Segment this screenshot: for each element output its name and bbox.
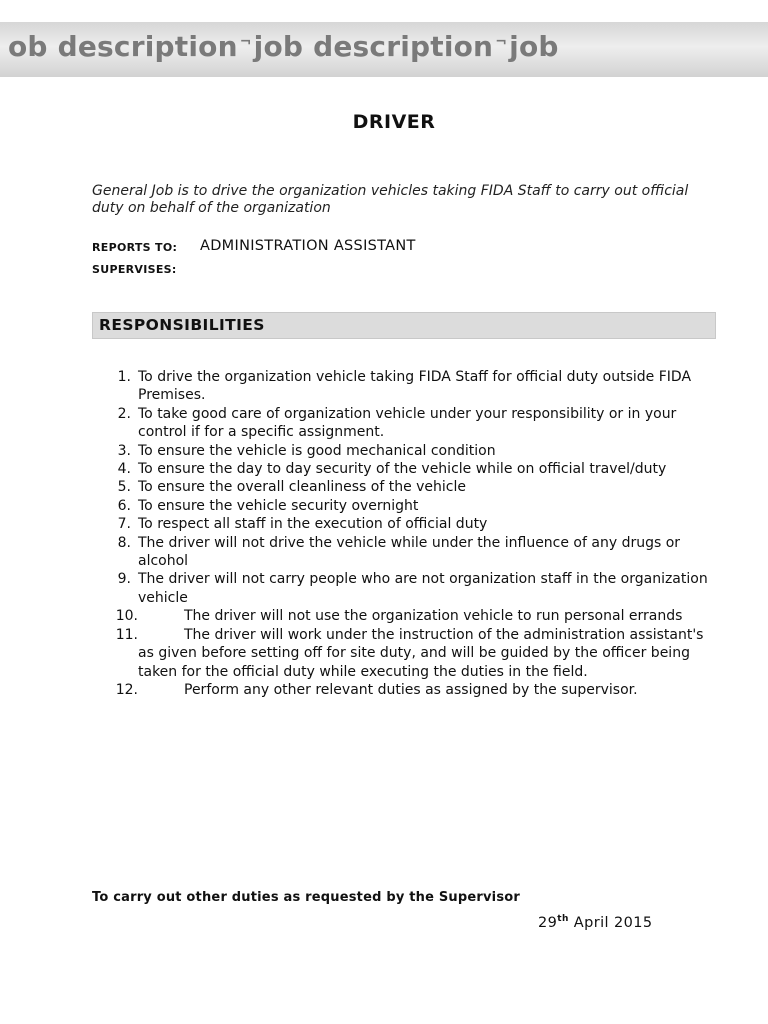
list-item xyxy=(100,405,720,442)
list-item-text: To ensure the vehicle security overnight xyxy=(138,497,419,514)
list-item-number: 2. xyxy=(117,405,131,422)
responsibilities-heading-bar xyxy=(92,312,716,339)
list-item xyxy=(100,626,720,681)
list-item-text: Perform any other relevant duties as assigned by the supervisor. xyxy=(184,681,638,698)
banner-segment: job xyxy=(509,30,559,63)
date-rest: April 2015 xyxy=(573,914,653,931)
list-item-number: 10. xyxy=(115,608,138,625)
list-item-number: 12. xyxy=(115,681,138,698)
list-item xyxy=(100,497,720,515)
list-item-number: 5. xyxy=(117,479,131,496)
banner-separator: ¬ xyxy=(239,33,252,50)
banner-separator: ¬ xyxy=(495,33,508,50)
list-item-number: 7. xyxy=(117,516,131,533)
list-item xyxy=(100,478,720,496)
date-day: 29 xyxy=(538,914,558,931)
page-title: DRIVER xyxy=(352,111,436,133)
list-item xyxy=(100,607,720,625)
list-item-text: To ensure the day to day security of the vehicle while on official travel/duty xyxy=(138,461,667,478)
list-item-number: 11. xyxy=(115,626,138,643)
list-item xyxy=(100,515,720,533)
list-item-text: The driver will not use the organization vehicle to run personal errands xyxy=(184,608,683,625)
reports-to-value: ADMINISTRATION ASSISTANT xyxy=(200,238,416,254)
list-item xyxy=(100,442,720,460)
responsibilities-heading: RESPONSIBILITIES xyxy=(99,316,265,334)
list-item-text: To ensure the overall cleanliness of the vehicle xyxy=(138,479,466,496)
list-item xyxy=(100,460,720,478)
list-item xyxy=(100,534,720,571)
list-item-text: To ensure the vehicle is good mechanical condition xyxy=(138,442,496,459)
list-item-text: To take good care of organization vehicle under your responsibility or in your control if for a specific assignment. xyxy=(138,405,677,441)
list-item-text: To drive the organization vehicle taking FIDA Staff for official duty outside FIDA Premises. xyxy=(138,369,692,404)
list-item xyxy=(100,681,720,699)
list-item-number: 6. xyxy=(117,497,131,514)
header-banner xyxy=(0,22,768,77)
banner-text xyxy=(8,30,559,63)
list-item-number: 1. xyxy=(117,369,131,385)
responsibilities-list xyxy=(100,368,720,699)
list-item-number: 9. xyxy=(117,571,131,588)
banner-segment: job description xyxy=(253,30,494,63)
closing-statement: To carry out other duties as requested by the Supervisor xyxy=(92,890,521,905)
list-item xyxy=(100,570,720,607)
date-suffix: th xyxy=(557,914,569,924)
general-description: General Job is to drive the organization vehicles taking FIDA Staff to carry out official duty on behalf of the organization xyxy=(92,183,689,216)
banner-segment: ob description xyxy=(8,30,238,63)
document-date xyxy=(538,914,652,931)
list-item-text: The driver will not drive the vehicle while under the influence of any drugs or alcohol xyxy=(138,534,681,570)
reports-to-label: REPORTS TO: xyxy=(92,241,178,254)
list-item-number: 8. xyxy=(117,534,131,551)
list-item-number: 4. xyxy=(117,461,131,478)
supervises-label: SUPERVISES: xyxy=(92,263,177,276)
list-item-text: To respect all staff in the execution of official duty xyxy=(138,516,488,533)
list-item-text: The driver will work under the instruction of the administration assistant's as given before setting off for site duty, and will be guided by the officer being taken for the official duty while executing the duties in the field. xyxy=(138,626,704,680)
list-item xyxy=(100,368,720,405)
list-item-text: The driver will not carry people who are not organization staff in the organization vehicle xyxy=(138,571,708,606)
list-item-number: 3. xyxy=(117,442,131,459)
